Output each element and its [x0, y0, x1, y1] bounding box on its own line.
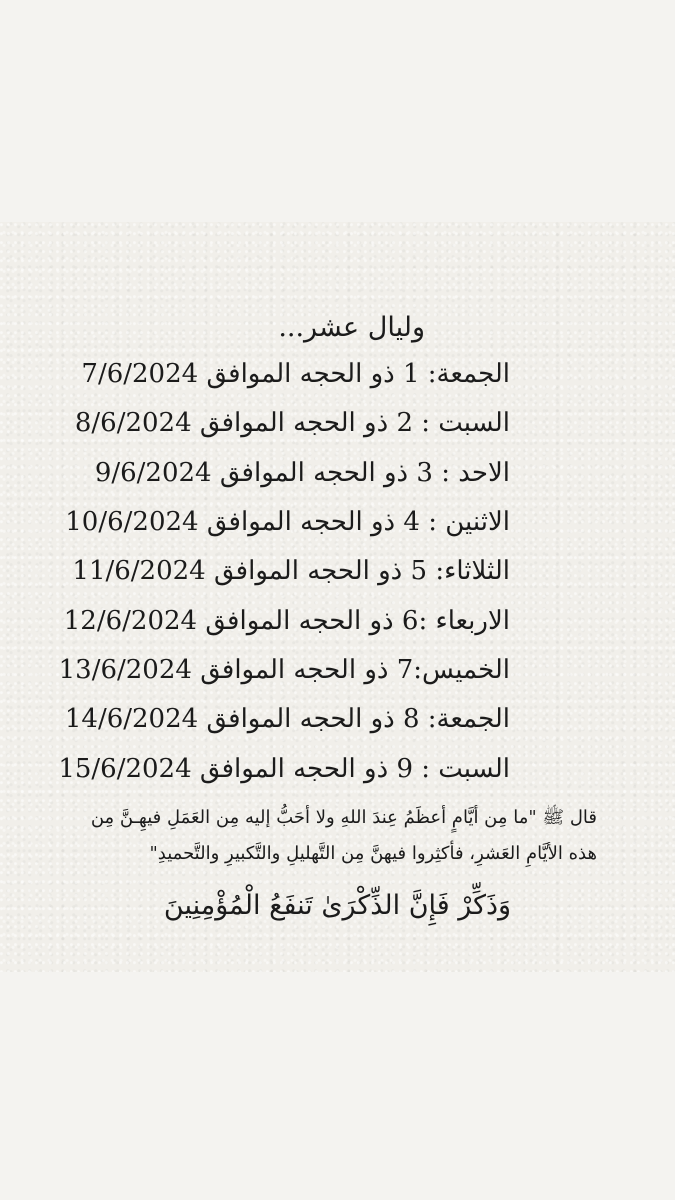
hadith-text: قال ﷺ "ما مِن أيَّامٍ أعظَمُ عِندَ اللهِ ولا أحَبُّ إليه مِن العَمَلِ فيهِـنَّ مِن هذه الأيَّامِ العَشرِ، فأكثِروا فيهنَّ مِن التَّهليلِ والتَّكبيرِ والتَّحميدِ" [90, 807, 597, 864]
day-row-2: السبت : 2 ذو الحجه الموافق 8/6/2024 [74, 408, 510, 438]
textured-paper-card [0, 222, 675, 972]
page-title: وليال عشر... [278, 312, 425, 343]
bottom-background [0, 972, 675, 1200]
day-row-8: الجمعة: 8 ذو الحجه الموافق 14/6/2024 [64, 704, 510, 734]
day-row-7: الخميس:7 ذو الحجه الموافق 13/6/2024 [58, 655, 510, 685]
quran-verse: وَذَكِّرْ فَإِنَّ الذِّكْرَىٰ تَنفَعُ الْمُؤْمِنِينَ [163, 890, 512, 921]
day-row-5: الثلاثاء: 5 ذو الحجه الموافق 11/6/2024 [72, 556, 510, 586]
day-row-3: الاحد : 3 ذو الحجه الموافق 9/6/2024 [94, 458, 510, 488]
day-row-6: الاربعاء :6 ذو الحجه الموافق 12/6/2024 [63, 606, 510, 636]
top-background [0, 0, 675, 222]
day-row-9: السبت : 9 ذو الحجه الموافق 15/6/2024 [58, 754, 510, 784]
day-row-4: الاثنين : 4 ذو الحجه الموافق 10/6/2024 [65, 507, 510, 537]
day-row-1: الجمعة: 1 ذو الحجه الموافق 7/6/2024 [81, 359, 510, 389]
